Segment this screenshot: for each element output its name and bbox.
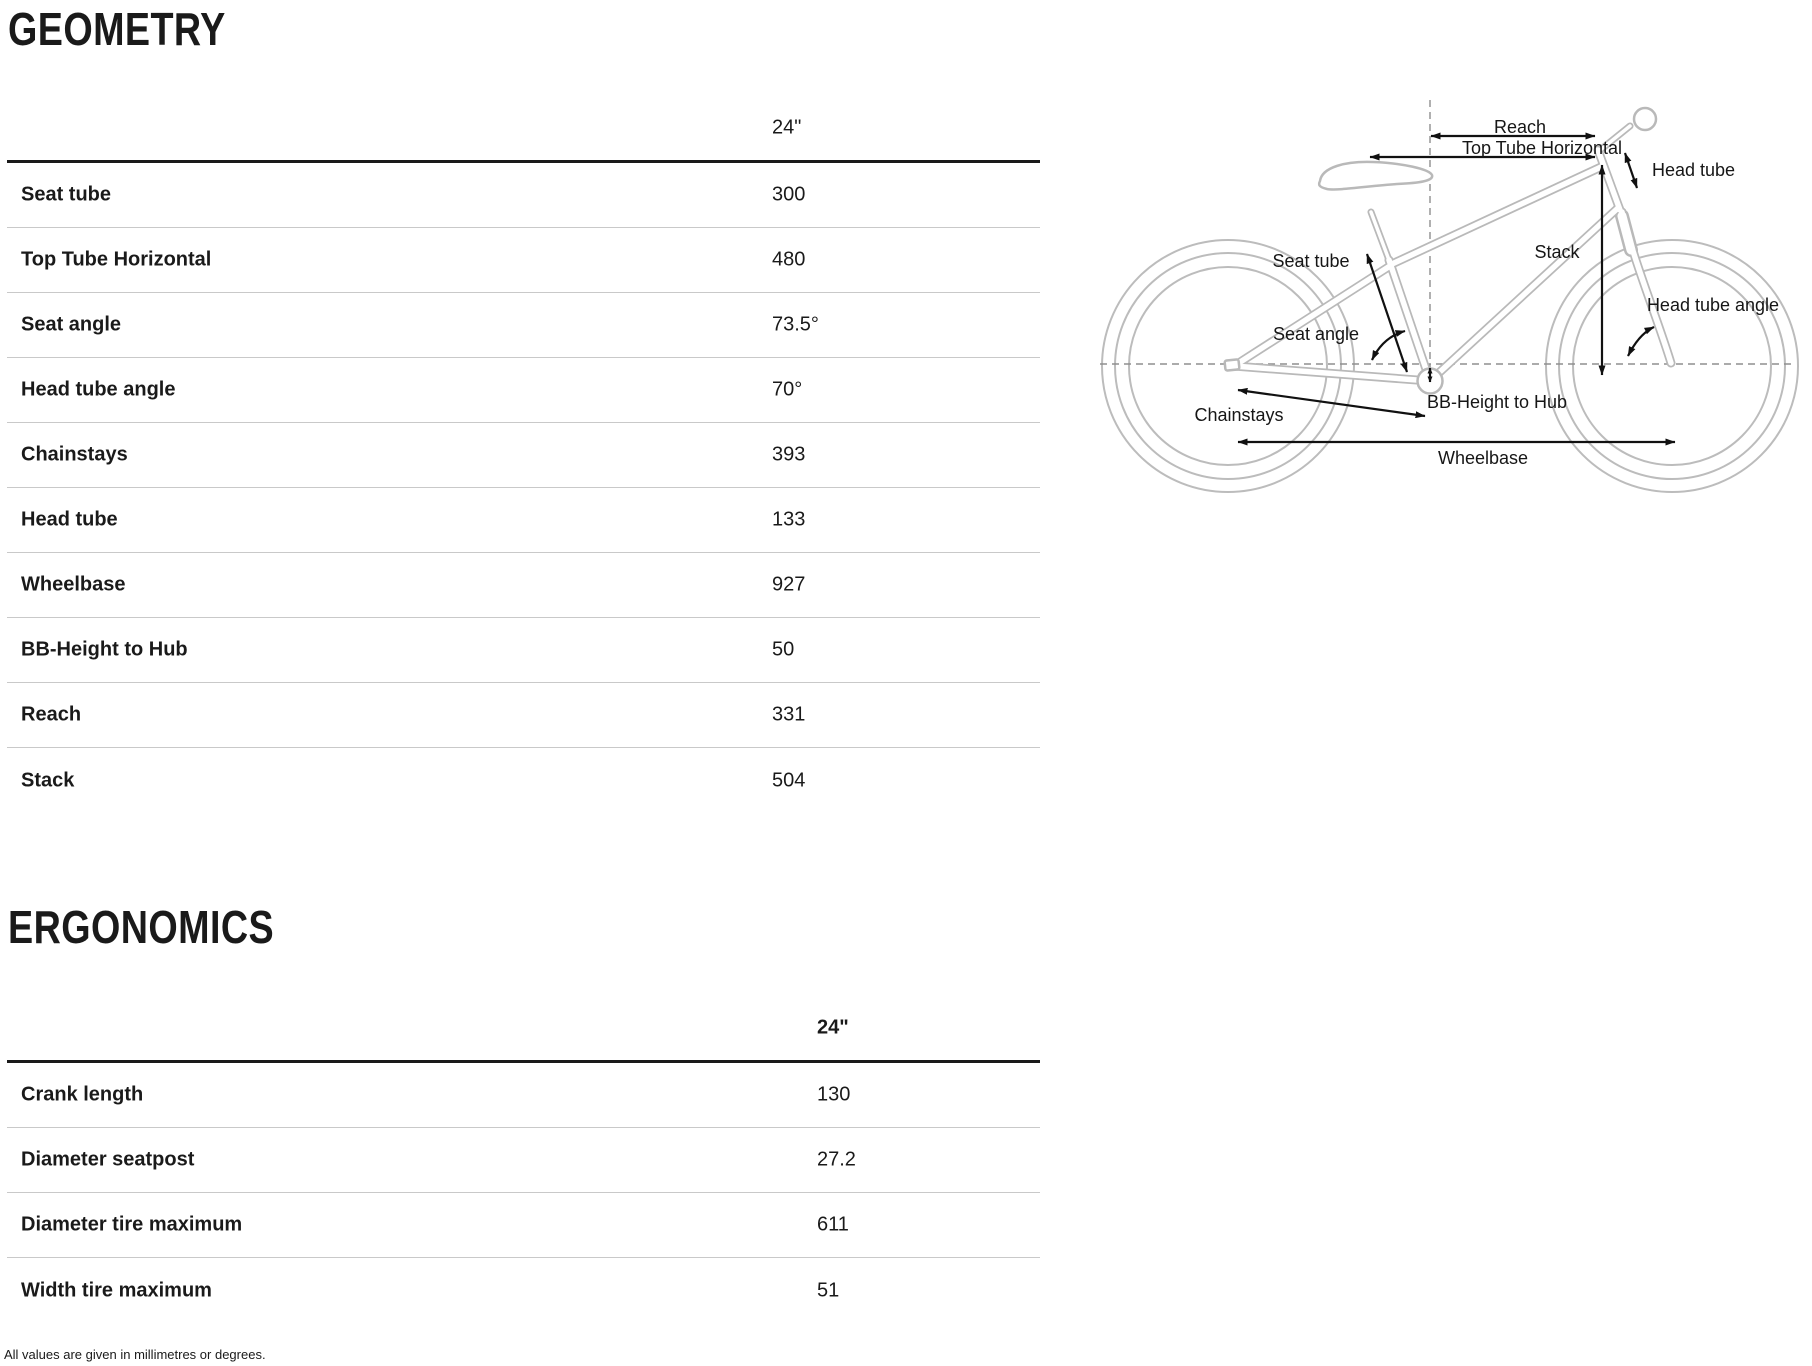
row-label: Stack [21, 769, 75, 791]
geometry-table [7, 96, 1040, 813]
row-value: 300 [772, 183, 806, 206]
units-footnote: All values are given in millimetres or degrees. [4, 1347, 266, 1362]
table-row [7, 553, 1040, 618]
table-row [7, 748, 1040, 813]
head-tube-arrow [1625, 153, 1637, 188]
row-value: 27.2 [817, 1148, 856, 1171]
diagram-labels [1194, 117, 1779, 468]
row-label: BB-Height to Hub [21, 638, 188, 661]
table-row [7, 618, 1040, 683]
table-row [7, 423, 1040, 488]
table-row [7, 683, 1040, 748]
geometry-table-header-row [7, 96, 1040, 163]
rear-dropout [1225, 359, 1240, 370]
table-row [7, 358, 1040, 423]
saddle [1319, 162, 1432, 190]
top-tube-horizontal-label: Top Tube Horizontal [1461, 138, 1623, 158]
size-column-header: 24" [817, 1016, 849, 1039]
row-label: Head tube [21, 508, 118, 531]
seat-tube-label: Seat tube [1272, 251, 1350, 271]
row-label: Wheelbase [21, 573, 126, 596]
ergonomics-table-header-row [7, 996, 1040, 1063]
bb-height-to-hub-label: BB-Height to Hub [1427, 392, 1568, 412]
row-label: Reach [21, 703, 82, 726]
size-column-header: 24" [772, 116, 802, 139]
row-value: 130 [817, 1083, 851, 1106]
row-label: Diameter tire maximum [21, 1213, 243, 1236]
row-value: 51 [817, 1279, 840, 1301]
table-row [7, 1193, 1040, 1258]
row-value: 480 [772, 248, 806, 271]
row-value: 133 [772, 508, 806, 531]
row-label: Crank length [21, 1083, 144, 1106]
stack-label: Stack [1534, 242, 1580, 262]
table-row [7, 163, 1040, 228]
row-value: 73.5° [772, 313, 819, 336]
row-label: Seat tube [21, 183, 112, 206]
table-row [7, 1063, 1040, 1128]
head-tube-angle-label: Head tube angle [1646, 295, 1780, 315]
row-label: Chainstays [21, 443, 128, 466]
row-label: Head tube angle [21, 378, 176, 401]
head-tube-label: Head tube [1652, 160, 1736, 180]
reach-label: Reach [1493, 117, 1547, 137]
wheelbase-label: Wheelbase [1437, 448, 1529, 468]
seat-angle-arc [1372, 331, 1405, 360]
row-label: Seat angle [21, 313, 122, 336]
row-value: 50 [772, 638, 795, 661]
row-value: 70° [772, 378, 803, 401]
row-label: Diameter seatpost [21, 1148, 195, 1171]
ergonomics-section-title: ERGONOMICS [8, 901, 275, 953]
row-value: 393 [772, 443, 806, 466]
row-value: 504 [772, 769, 806, 791]
seat-angle-label: Seat angle [1272, 324, 1360, 344]
bike-geometry-diagram [1085, 85, 1805, 505]
ergonomics-table [7, 996, 1040, 1323]
row-label: Width tire maximum [21, 1279, 212, 1301]
row-value: 611 [817, 1213, 849, 1236]
row-value: 331 [772, 703, 806, 726]
table-row [7, 228, 1040, 293]
table-row [7, 1258, 1040, 1323]
geometry-section-title: GEOMETRY [8, 3, 226, 55]
row-value: 927 [772, 573, 806, 596]
table-row [7, 293, 1040, 358]
handlebar-grip [1634, 108, 1656, 130]
head-tube-angle-arc [1628, 327, 1654, 356]
table-row [7, 1128, 1040, 1193]
row-label: Top Tube Horizontal [21, 248, 212, 271]
chainstays-label: Chainstays [1194, 405, 1284, 425]
table-row [7, 488, 1040, 553]
